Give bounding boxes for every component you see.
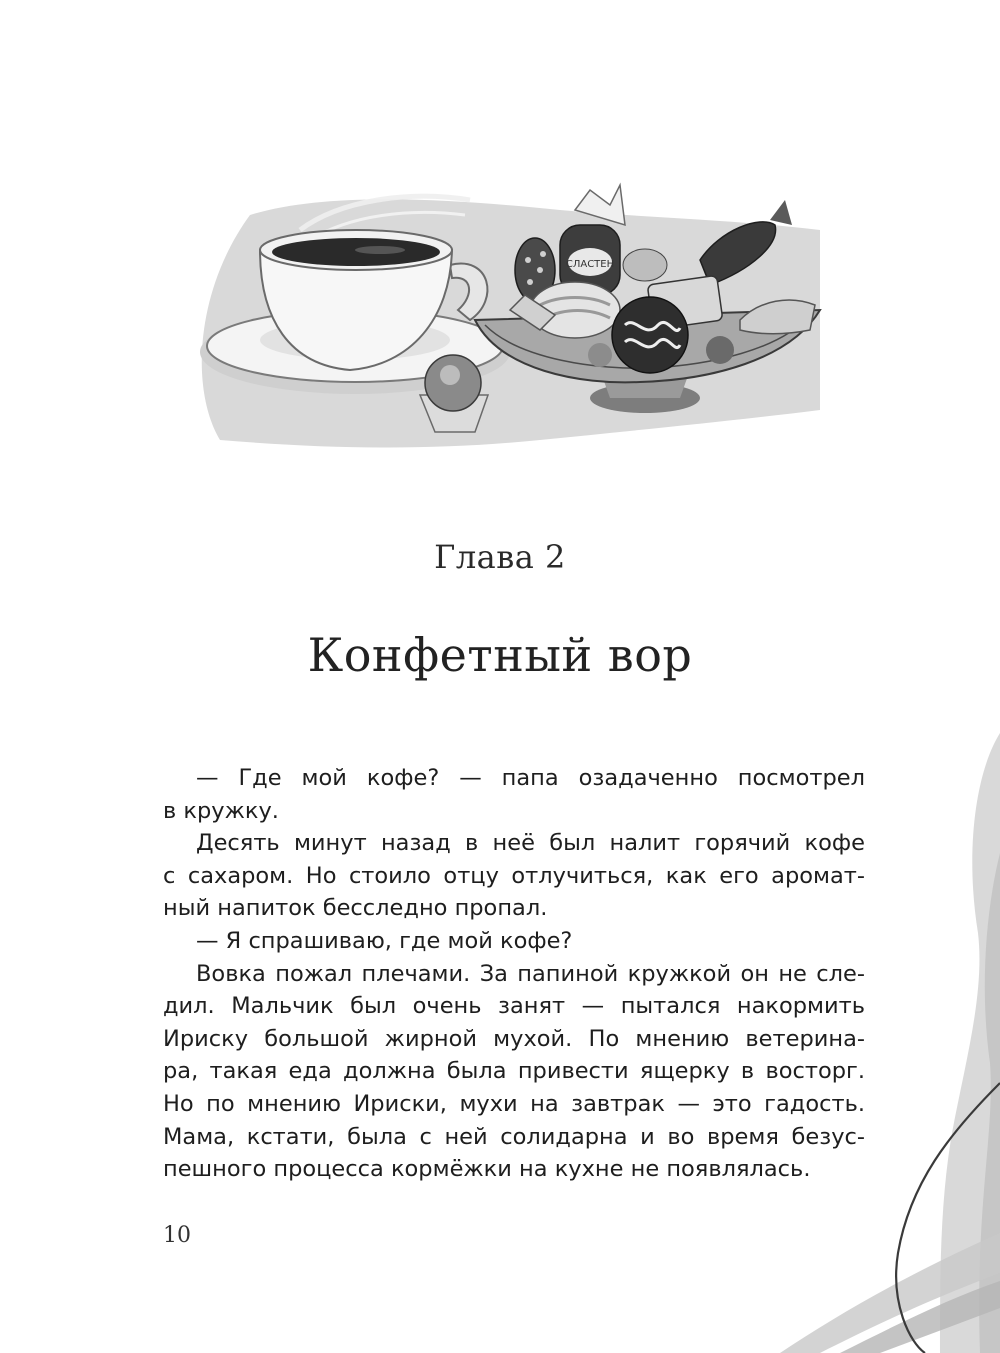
chapter-title: Конфетный вор [307, 628, 693, 682]
text-line: Но по мнению Ириски, мухи на завтрак — это гадость. [163, 1090, 865, 1117]
chapter-label: Глава 2 [434, 538, 566, 576]
page-number: 10 [163, 1223, 191, 1248]
text-line: Ириску большой жирной мухой. По мнению ветерина- [163, 1025, 865, 1052]
coffee-and-candy-illustration [180, 170, 830, 470]
text-line: с сахаром. Но стоило отцу отлучиться, как его аромат- [163, 862, 865, 889]
text-line: Мама, кстати, была с ней солидарна и во время безус- [163, 1123, 865, 1150]
text-line: ный напиток бесследно пропал. [163, 895, 548, 922]
body-text [163, 762, 865, 1186]
text-line: — Где мой кофе? — папа озадаченно посмотрел [196, 765, 865, 791]
text-line: ра, такая еда должна была привести ящерку в восторг. [163, 1058, 865, 1085]
text-line: дил. Мальчик был очень занят — пытался накормить [163, 993, 865, 1020]
text-line: в кружку. [163, 797, 279, 824]
text-line: Вовка пожал плечами. За папиной кружкой он не сле- [196, 960, 865, 987]
text-line: Десять минут назад в неё был налит горячий кофе [196, 830, 865, 857]
text-line: пешного процесса кормёжки на кухне не появлялась. [163, 1156, 811, 1183]
text-line: — Я спрашиваю, где мой кофе? [196, 927, 573, 954]
candy-wrapper-label: СЛАСТЕН [565, 259, 615, 270]
